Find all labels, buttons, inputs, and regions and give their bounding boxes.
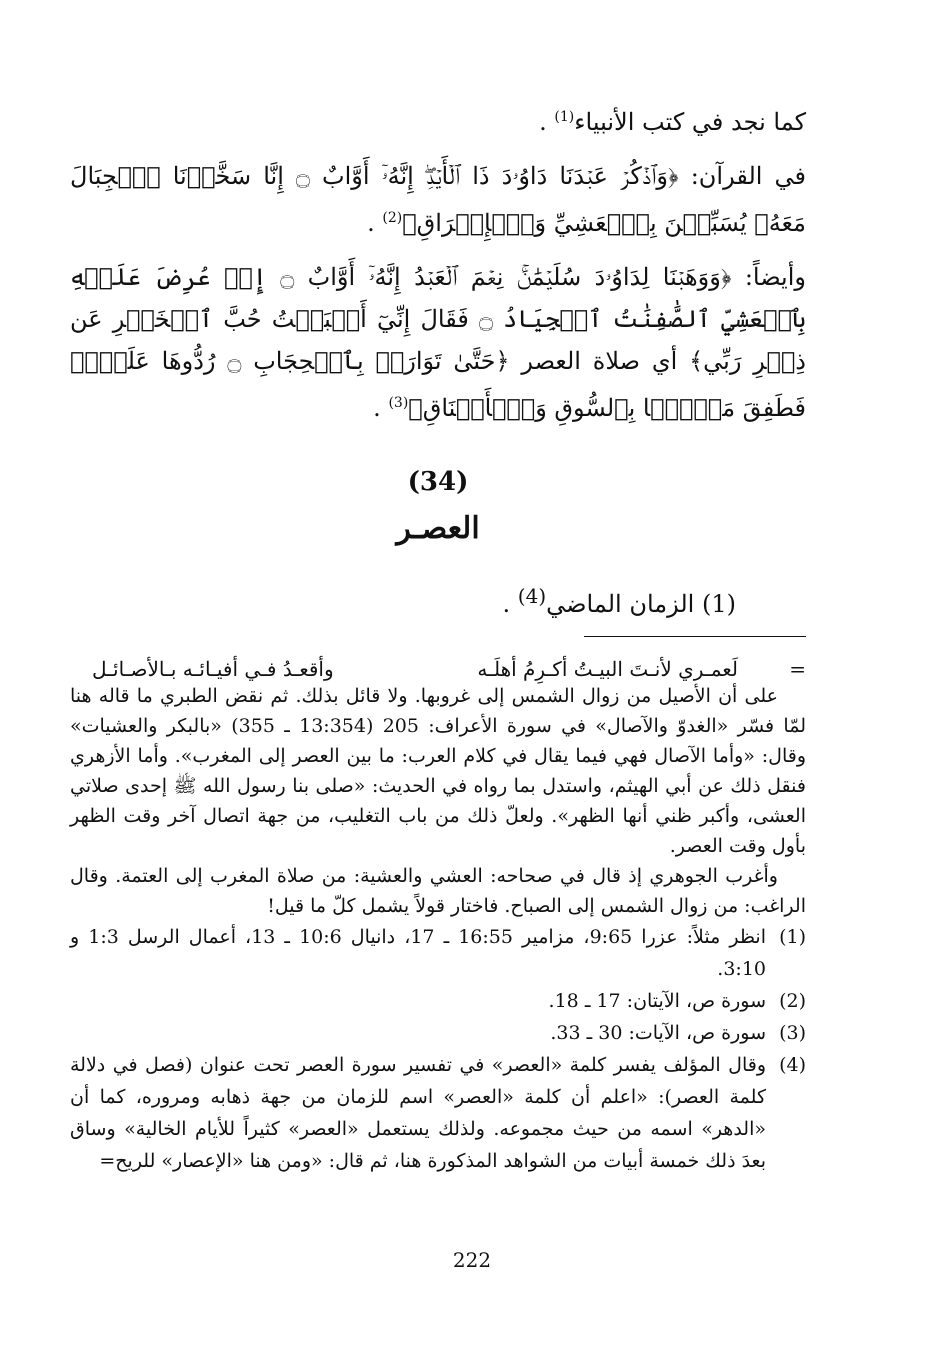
footnote-4-number: (4) xyxy=(779,1054,806,1076)
quote2-period: . xyxy=(373,394,381,422)
footnote-separator xyxy=(584,636,806,637)
footnote-1-text: انظر مثلاً: عزرا 9:65، مزامير 16:55 ـ 17، دانيال 10:6 ـ 13، أعمال الرسل 1:3 و 3:10. xyxy=(70,926,766,980)
quran-quote-2 xyxy=(70,256,806,429)
footnote-2-text: سورة ص، الآيتان: 17 ـ 18. xyxy=(548,990,766,1012)
footnote-1 xyxy=(70,921,806,985)
footnote-2 xyxy=(70,985,806,1017)
poem-verse xyxy=(70,657,780,681)
item1-period: . xyxy=(502,590,511,618)
footnote-2-number: (2) xyxy=(779,990,806,1012)
page-number: 222 xyxy=(452,1248,492,1272)
intro-paragraph xyxy=(70,96,806,143)
item1-text: (1) الزمان الماضي xyxy=(546,590,736,618)
intro-text: كما نجد في كتب الأنبياء xyxy=(574,108,806,136)
continued-footnote xyxy=(70,657,806,681)
section-title: العصـر xyxy=(396,511,480,546)
verse-second-hemistich: وأقعـدُ فـي أفيـائـه بـالأصـائـل xyxy=(92,657,334,681)
quran-quote-1 xyxy=(70,155,806,244)
continued-paragraph-1: على أن الأصيل من زوال الشمس إلى غروبها. ولا قائل بذلك. ثم نقض الطبري ما قاله هنا لمّا فسّر «الغدوّ والآصال» في سورة الأعراف: 205 (13:354 ـ 355) «بالبكر والعشيات» وقال: «وأما الآصال فهي فيما يقال في كلام العرب: ما بين العصر إلى المغرب». وأما الأزهري فنقل ذلك عن أبي الهيثم، واستدل بما رواه في الحديث: «صلى بنا رسول الله ﷺ إحدى صلاتي العشى، وأكبر ظني أنها الظهر». ولعلّ ذلك من باب التغليب، من جهة اتصال آخر وقت الظهر بأول وقت العصر. xyxy=(70,685,806,857)
quote1-period: . xyxy=(367,209,375,237)
footnote-3-number: (3) xyxy=(779,1022,806,1044)
quote1-verse: ﴿وَٱذۡكُرۡ عَبۡدَنَا دَاوُۥدَ ذَا ٱلۡأَيۡدِۖ إِنَّهُۥٓ أَوَّابٌ ۝ إِنَّا سَخَّرۡنَا ٱلۡجِبَالَ مَعَهُۥ يُسَبِّحۡنَ بِٱلۡعَشِيِّ وَٱلۡإِشۡرَاقِ﴾ xyxy=(70,162,806,237)
footnote-ref-1: (1) xyxy=(554,109,575,125)
continued-paragraph-2: وأغرب الجوهري إذ قال في صحاحه: العشي والعشية: من صلاة المغرب إلى العتمة. وقال الراغب: من زوال الشمس إلى الصباح. فاختار قولاً يشمل كلّ ما قيل! xyxy=(70,865,806,917)
continuation-mark: = xyxy=(789,657,806,681)
footnote-ref-2: (2) xyxy=(382,210,403,226)
verse-first-hemistich: لَعمـري لأنـتَ البيـتُ أكـرِمُ أهلَـه xyxy=(477,657,738,681)
footnote-4 xyxy=(70,1049,806,1177)
quote2-verse-cont: ﴿حَتَّىٰ تَوَارَتۡ بِٱلۡحِجَابِ ۝ رُدُّوهَا عَلَيَّۖ فَطَفِقَ مَسۡحَۢا بِٱلسُّوقِ وَٱلۡأَعۡنَاقِ﴾ xyxy=(70,347,806,422)
footnote-ref-4: (4) xyxy=(517,584,547,608)
footnote-4-text: وقال المؤلف يفسر كلمة «العصر» في تفسير سورة العصر تحت عنوان (فصل في دلالة كلمة العصر): «اعلم أن كلمة «العصر» اسم للزمان من جهة ذهابه ومروره، كما أن «الدهر» اسمه من حيث مجموعه. ولذلك يستعمل «العصر» كثيراً للأيام الخالية» وساق بعدَ ذلك خمسة أبيات من الشواهد المذكورة هنا، ثم قال: «ومن هنا «الإعصار» للريح= xyxy=(70,1054,766,1172)
intro-period: . xyxy=(539,108,547,136)
footnote-3 xyxy=(70,1017,806,1049)
footnote-3-text: سورة ص، الآيات: 30 ـ 33. xyxy=(550,1022,766,1044)
section-item-1 xyxy=(70,584,736,618)
section-number: (34) xyxy=(407,467,469,497)
quote2-commentary: أي صلاة العصر xyxy=(521,347,678,375)
page-body xyxy=(70,96,806,1177)
quote2-lead: وأيضاً: xyxy=(744,263,806,291)
quote2-verse: ﴿وَوَهَبۡنَا لِدَاوُۥدَ سُلَيۡمَٰنَۚ نِعۡمَ ٱلۡعَبۡدُ إِنَّهُۥٓ أَوَّابٌ ۝ إِذۡ عُرِضَ عَلَيۡهِ بِٱلۡعَشِيِّ ٱلصَّٰفِنَٰتُ ٱلۡجِيَادُ ۝ فَقَالَ إِنِّيٓ أَحۡبَبۡتُ حُبَّ ٱلۡخَيۡرِ عَن ذِكۡرِ رَبِّي﴾ xyxy=(70,263,806,375)
footnotes xyxy=(70,657,806,1177)
footnote-1-number: (1) xyxy=(779,926,806,948)
footnote-ref-3: (3) xyxy=(388,395,409,411)
quote1-lead: في القرآن: xyxy=(690,162,806,190)
